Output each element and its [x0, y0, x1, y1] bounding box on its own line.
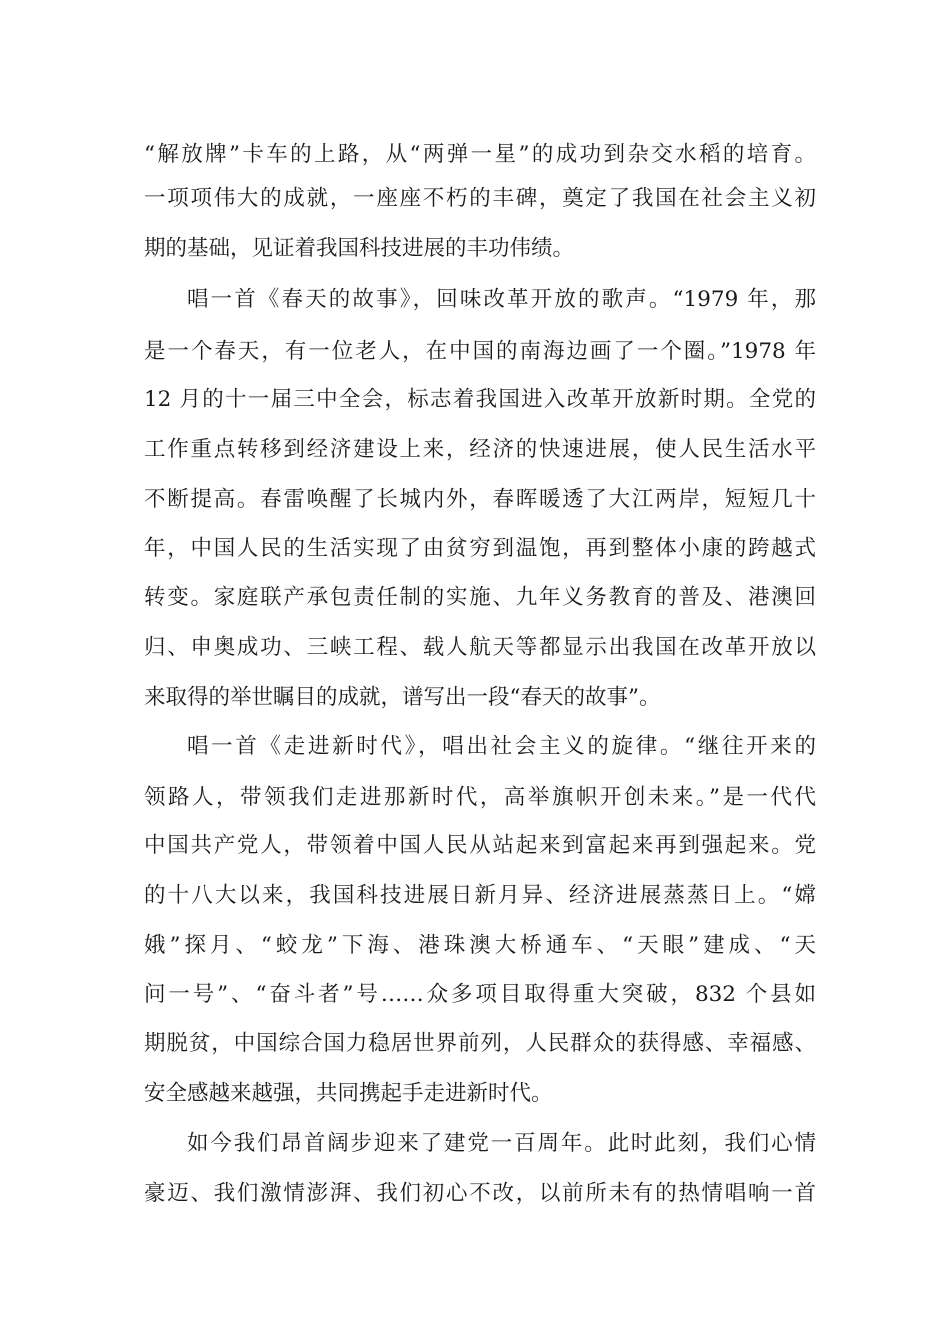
- paragraph-start-line: 如今我们昂首阔步迎来了建党一百周年。此时此刻，我们心情: [187, 1131, 816, 1156]
- text-line: 中国共产党人，带领着中国人民从站起来到富起来再到强起来。党: [144, 833, 816, 858]
- text-line: 工作重点转移到经济建设上来，经济的快速进展，使人民生活水平: [144, 437, 816, 462]
- text-line: 期脱贫，中国综合国力稳居世界前列，人民群众的获得感、幸福感、: [144, 1031, 816, 1056]
- text-line: 12 月的十一届三中全会，标志着我国进入改革开放新时期。全党的: [144, 387, 816, 412]
- text-line: 期的基础，见证着我国科技进展的丰功伟绩。: [144, 236, 575, 261]
- text-line: 豪迈、我们激情澎湃、我们初心不改，以前所未有的热情唱响一首: [144, 1181, 816, 1206]
- text-line: 归、申奥成功、三峡工程、载人航天等都显示出我国在改革开放以: [144, 635, 816, 660]
- text-line: 一项项伟大的成就，一座座不朽的丰碑，奠定了我国在社会主义初: [144, 186, 816, 211]
- text-line: 问一号”、“奋斗者”号……众多项目取得重大突破，832 个县如: [144, 982, 816, 1007]
- text-line: 来取得的举世瞩目的成就，谱写出一段“春天的故事”。: [144, 685, 661, 710]
- text-line: 年，中国人民的生活实现了由贫穷到温饱，再到整体小康的跨越式: [144, 536, 816, 561]
- paragraph-start-line: 唱一首《走进新时代》，唱出社会主义的旋律。“继往开来的: [187, 734, 816, 759]
- paragraph-start-line: 唱一首《春天的故事》，回味改革开放的歌声。“1979 年，那: [187, 287, 816, 312]
- text-line: “解放牌”卡车的上路，从“两弹一星”的成功到杂交水稻的培育。: [144, 142, 816, 167]
- text-line: 娥”探月、“蛟龙”下海、港珠澳大桥通车、“天眼”建成、“天: [144, 933, 816, 958]
- text-line: 领路人，带领我们走进那新时代，高举旗帜开创未来。”是一代代: [144, 785, 816, 810]
- text-line: 是一个春天，有一位老人，在中国的南海边画了一个圈。”1978 年: [144, 339, 816, 364]
- text-line: 不断提高。春雷唤醒了长城内外，春晖暖透了大江两岸，短短几十: [144, 487, 816, 512]
- text-line: 的十八大以来，我国科技进展日新月异、经济进展蒸蒸日上。“嫦: [144, 883, 816, 908]
- text-line: 转变。家庭联产承包责任制的实施、九年义务教育的普及、港澳回: [144, 585, 816, 610]
- text-line: 安全感越来越强，共同携起手走进新时代。: [144, 1081, 553, 1106]
